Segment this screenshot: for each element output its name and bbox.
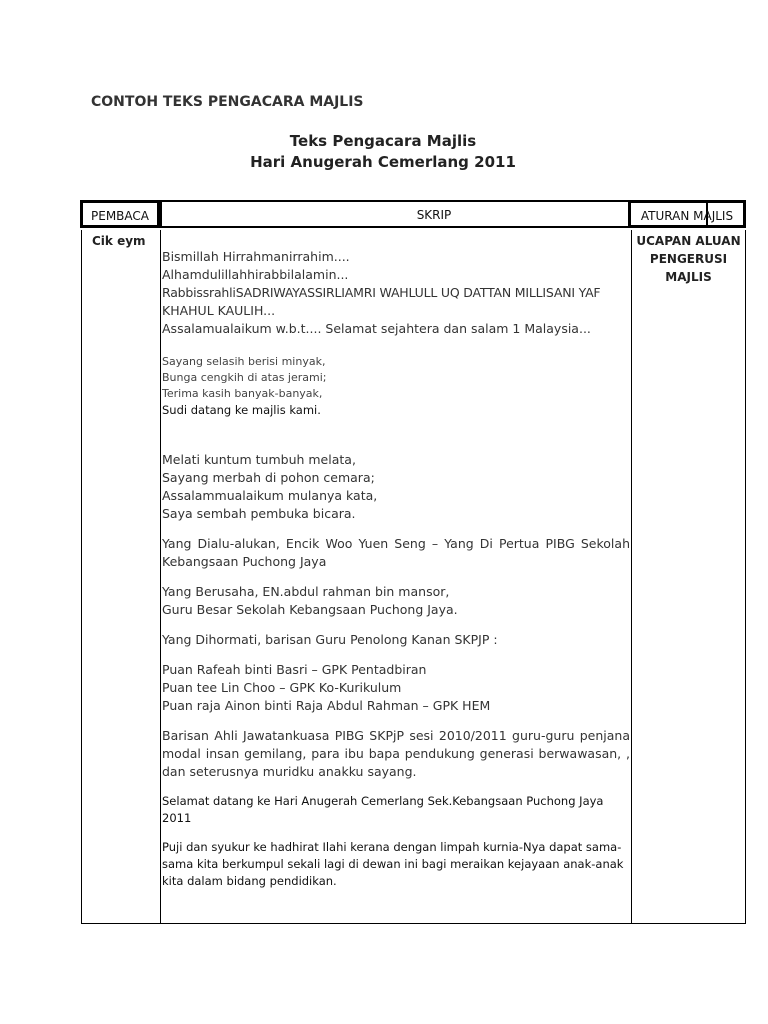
table-border-bottom [81, 923, 746, 924]
opening-line: Assalamualaikum w.b.t.... Selamat sejahtera dan salam 1 Malaysia... [162, 321, 591, 336]
pantun-line: Sayang selasih berisi minyak, [162, 355, 326, 368]
document-heading: CONTOH TEKS PENGACARA MAJLIS [91, 94, 364, 110]
pantun-line: Assalammualaikum mulanya kata, [162, 488, 378, 503]
table-border-right [745, 230, 746, 924]
title-line-1: Teks Pengacara Majlis [289, 132, 477, 150]
pantun-line: Bunga cengkih di atas jerami; [162, 371, 327, 384]
reader-name: Cik eym [92, 234, 146, 248]
table-divider-1 [160, 230, 161, 924]
dialu-paragraph: Yang Dialu-alukan, Encik Woo Yuen Seng – Yang Di Pertua PIBG Sekolah Kebangsaan Puchong Jaya [162, 536, 630, 569]
pantun-line: Melati kuntum tumbuh melata, [162, 452, 356, 467]
aturan-line-3: MAJLIS [665, 270, 712, 284]
dihormati-line: Yang Dihormati, barisan Guru Penolong Kanan SKPJP : [162, 632, 498, 647]
aturan-majlis-cell [631, 232, 746, 286]
title-block [0, 131, 768, 173]
pantun-line: Saya sembah pembuka bicara. [162, 506, 356, 521]
pantun-line: Terima kasih banyak-banyak, [162, 387, 323, 400]
opening-line: KHAHUL KAULIH... [162, 303, 276, 318]
puji-paragraph: Puji dan syukur ke hadhirat Ilahi kerana dengan limpah kurnia-Nya dapat sama-sama kita berkumpul sekali lagi di dewan ini bagi meraikan kejayaan anak-anak kita dalam bidang pendidikan. [162, 840, 624, 888]
opening-line: Bismillah Hirrahmanirrahim.... [162, 249, 350, 264]
table-divider-2 [631, 230, 632, 924]
title-line-2: Hari Anugerah Cemerlang 2011 [250, 153, 516, 171]
berusaha-line: Yang Berusaha, EN.abdul rahman bin mansor, [162, 584, 450, 599]
opening-line: Alhamdulillahhirabbilalamin... [162, 267, 349, 282]
opening-line: RabbissrahliSADRIWAYASSIRLIAMRI WAHLULL UQ DATTAN MILLISANI YAF [162, 285, 601, 300]
table-header-row [80, 200, 746, 230]
gpk-line: Puan Rafeah binti Basri – GPK Pentadbiran [162, 662, 427, 677]
table-border-left [81, 230, 82, 924]
header-aturan-majlis: ATURAN MAJLIS [628, 200, 746, 228]
pantun-line: Sudi datang ke majlis kami. [162, 403, 321, 417]
barisan-paragraph: Barisan Ahli Jawatankuasa PIBG SKPjP sesi 2010/2011 guru-guru penjana modal insan gemilang, para ibu bapa pendukung generasi berwawasan, , dan seterusnya muridku anakku sayang. [162, 728, 630, 779]
header-pembaca: PEMBACA [80, 200, 160, 228]
script-content [162, 248, 630, 890]
aturan-line-1: UCAPAN ALUAN [636, 234, 741, 248]
pantun-line: Sayang merbah di pohon cemara; [162, 470, 375, 485]
aturan-line-2: PENGERUSI [649, 252, 728, 266]
gpk-line: Puan raja Ainon binti Raja Abdul Rahman – GPK HEM [162, 698, 491, 713]
berusaha-line: Guru Besar Sekolah Kebangsaan Puchong Jaya. [162, 602, 458, 617]
selamat-paragraph: Selamat datang ke Hari Anugerah Cemerlang Sek.Kebangsaan Puchong Jaya 2011 [162, 794, 604, 825]
gpk-line: Puan tee Lin Choo – GPK Ko-Kurikulum [162, 680, 402, 695]
header-skrip: SKRIP [160, 200, 708, 228]
